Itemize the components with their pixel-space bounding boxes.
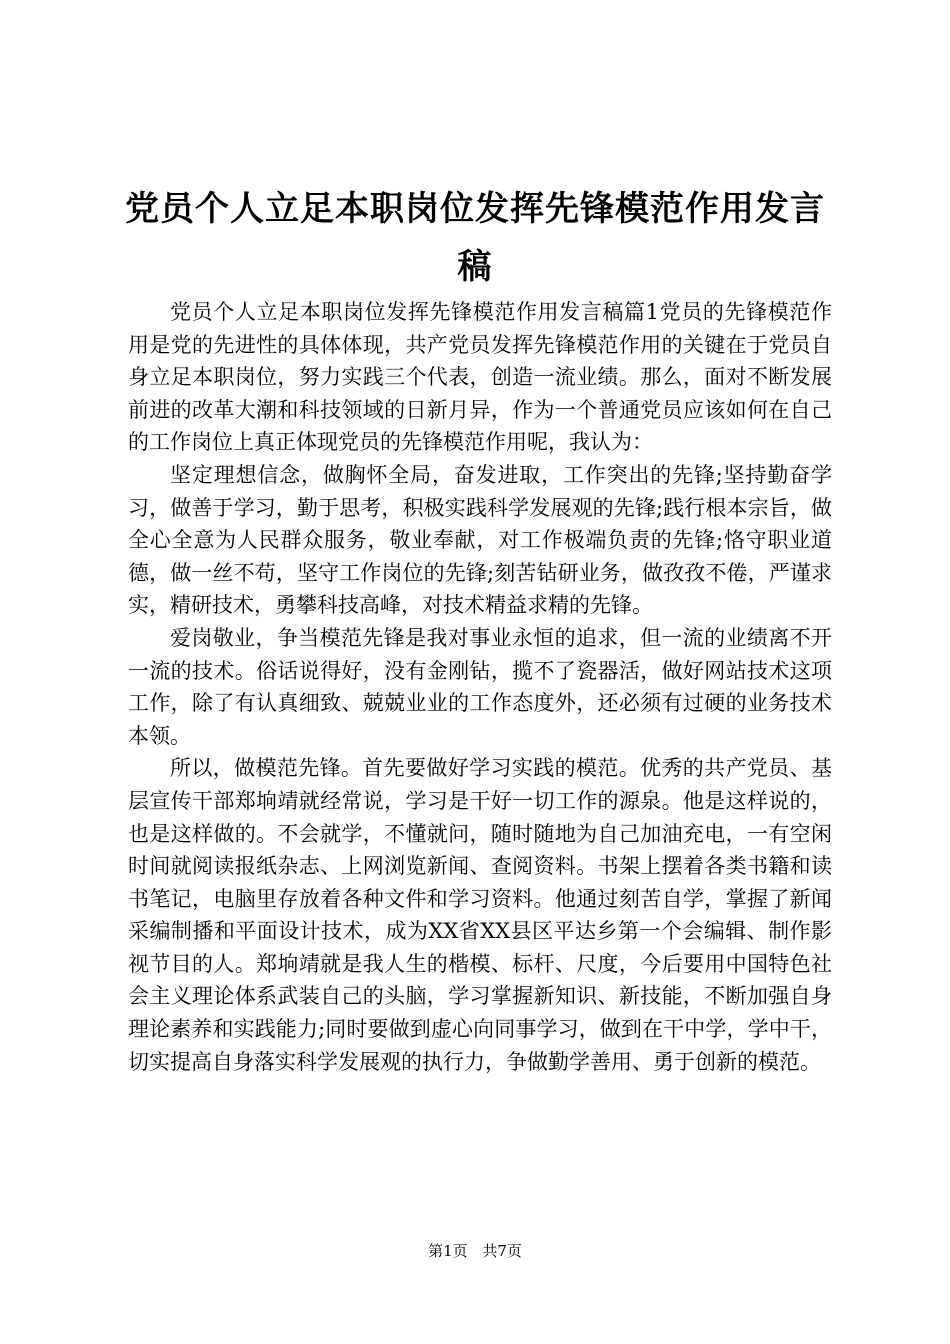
paragraph-3: 爱岗敬业，争当模范先锋是我对事业永恒的追求，但一流的业绩离不开一流的技术。俗话说得好，没有金刚钻，揽不了瓷器活，做好网站技术这项工作，除了有认真细致、兢兢业业的工作态度外，还必须有过硬的业务技术本领。 bbox=[128, 625, 832, 748]
page-footer bbox=[0, 1241, 950, 1261]
page-number: 第1页 bbox=[428, 1242, 468, 1260]
page-total: 共7页 bbox=[482, 1242, 522, 1260]
paragraph-4: 所以，做模范先锋。首先要做好学习实践的模范。优秀的共产党员、基层宣传干部郑垧靖就经常说，学习是干好一切工作的源泉。他是这样说的，也是这样做的。不会就学，不懂就问，随时随地为自己加油充电，一有空闲时间就阅读报纸杂志、上网浏览新闻、查阅资料。书架上摆着各类书籍和读书笔记，电脑里存放着各种文件和学习资料。他通过刻苦自学，掌握了新闻采编制播和平面设计技术，成为XX省XX县区平达乡第一个会编辑、制作影视节目的人。郑垧靖就是我人生的楷模、标杆、尺度，今后要用中国特色社会主义理论体系武装自己的头脑，学习掌握新知识、新技能，不断加强自身理论素养和实践能力;同时要做到虚心向同事学习，做到在干中学，学中干，切实提高自身落实科学发展观的执行力，争做勤学善用、勇于创新的模范。 bbox=[128, 756, 832, 1074]
document-body bbox=[128, 296, 832, 1078]
paragraph-2: 坚定理想信念，做胸怀全局，奋发进取，工作突出的先锋;坚持勤奋学习，做善于学习，勤于思考，积极实践科学发展观的先锋;践行根本宗旨，做全心全意为人民群众服务，敬业奉献，对工作极端负责的先锋;恪守职业道德，做一丝不苟，坚守工作岗位的先锋;刻苦钻研业务，做孜孜不倦，严谨求实，精研技术，勇攀科技高峰，对技术精益求精的先锋。 bbox=[128, 462, 832, 618]
document-title: 党员个人立足本职岗位发挥先锋模范作用发言稿 bbox=[125, 189, 825, 287]
paragraph-1: 党员个人立足本职岗位发挥先锋模范作用发言稿篇1党员的先锋模范作用是党的先进性的具体体现，共产党员发挥先锋模范作用的关键在于党员自身立足本职岗位，努力实践三个代表，创造一流业绩。那么，面对不断发展前进的改革大潮和科技领域的日新月异，作为一个普通党员应该如何在自己的工作岗位上真正体现党员的先锋模范作用呢，我认为： bbox=[128, 300, 832, 455]
